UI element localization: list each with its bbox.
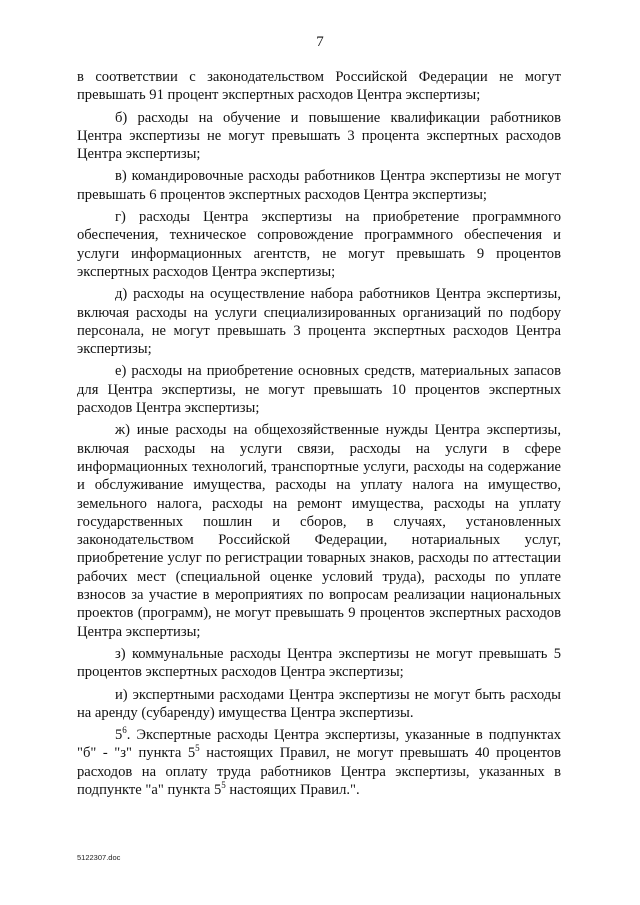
paragraph-item-d: д) расходы на осуществление набора работников Центра экспертизы, включая расходы на услуги специализированных организаций по подбору персонала, не могут превышать 3 процента экспертных расходов Центра экспертизы; <box>77 286 561 358</box>
document-body <box>77 68 561 803</box>
paragraph-item-g: г) расходы Центра экспертизы на приобретение программного обеспечения, техническое сопровождение программного обеспечения и услуги информационных агентств, не могут превышать 9 процентов экспертных расходов Центра экспертизы; <box>77 209 561 280</box>
paragraph-item-zh: ж) иные расходы на общехозяйственные нужды Центра экспертизы, включая расходы на услуги связи, расходы на услуги в сфере информационных технологий, транспортные услуги, расходы на содержание и обслуживание имущества, расходы на уплату налога на имущество, земельного налога, расходы на ремонт имущества, расходы на уплату государственных пошлин и сборов, в случаях, установленных законодательством Российской Федерации, нотариальных услуг, приобретение услуг по регистрации товарных знаков, расходы по аттестации рабочих мест (специальной оценке условий труда), расходы по уплате взносов за участие в мероприятиях по вопросам реализации национальных проектов (программ), не могут превышать 9 процентов экспертных расходов Центра экспертизы; <box>77 422 561 640</box>
reference-superscript: 5 <box>195 743 200 754</box>
paragraph-item-v: в) командировочные расходы работников Центра экспертизы не могут превышать 6 процентов экспертных расходов Центра экспертизы; <box>77 168 561 203</box>
paragraph-item-z: з) коммунальные расходы Центра экспертизы не могут превышать 5 процентов экспертных расходов Центра экспертизы; <box>77 645 561 681</box>
paragraph-continuation: в соответствии с законодательством Российской Федерации не могут превышать 91 процент экспертных расходов Центра экспертизы; <box>77 69 561 104</box>
paragraph-item-b: б) расходы на обучение и повышение квалификации работников Центра экспертизы не могут превышать 3 процента экспертных расходов Центра экспертизы; <box>77 109 561 163</box>
page-number: 7 <box>316 34 324 50</box>
clause-text-part-1: . Экспертные расходы Центра экспертизы, указанные в подпунктах "б" - "з" пункта 5 <box>77 727 561 762</box>
clause-number: 5 <box>115 727 123 744</box>
reference-superscript: 5 <box>221 780 226 791</box>
paragraph-clause-5-6 <box>77 726 561 799</box>
paragraph-item-i: и) экспертными расходами Центра экспертизы не могут быть расходы на аренду (субаренду) имущества Центра экспертизы. <box>77 686 561 721</box>
document-file-code: 5122307.doc <box>77 853 121 862</box>
paragraph-item-e: е) расходы на приобретение основных средств, материальных запасов для Центра экспертизы, не могут превышать 10 процентов экспертных расходов Центра экспертизы; <box>77 363 561 417</box>
clause-text-part-2: настоящих Правил, не могут превышать 40 процентов расходов на оплату труда работников Центра экспертизы, указанных в подпункте "а" пункта 5 <box>77 745 561 798</box>
clause-number-superscript: 6 <box>122 725 127 736</box>
clause-text-part-3: настоящих Правил.". <box>225 781 360 798</box>
